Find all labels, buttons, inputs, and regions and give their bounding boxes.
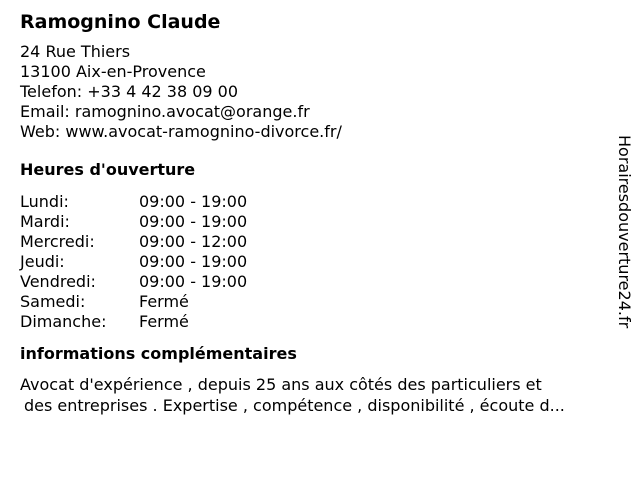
city-address: 13100 Aix-en-Provence xyxy=(20,62,206,81)
website-url[interactable]: Web: www.avocat-ramognino-divorce.fr/ xyxy=(20,122,342,141)
hours-row-monday xyxy=(20,192,610,212)
hours-day: Dimanche: xyxy=(20,312,107,331)
hours-time: 09:00 - 19:00 xyxy=(139,192,248,211)
street-address: 24 Rue Thiers xyxy=(20,42,131,61)
info-line-1: Avocat d'expérience , depuis 25 ans aux côtés des particuliers et xyxy=(20,375,542,394)
hours-day: Mardi: xyxy=(20,212,70,231)
hours-time: 09:00 - 19:00 xyxy=(139,272,248,291)
hours-row-friday xyxy=(20,272,610,292)
hours-day: Vendredi: xyxy=(20,272,96,291)
opening-hours-table xyxy=(20,192,610,332)
business-name: Ramognino Claude xyxy=(20,11,221,33)
address-block xyxy=(20,42,610,142)
additional-info-title: informations complémentaires xyxy=(20,344,297,363)
hours-row-tuesday xyxy=(20,212,610,232)
opening-hours-title: Heures d'ouverture xyxy=(20,160,196,179)
hours-time: Fermé xyxy=(139,312,189,331)
hours-day: Mercredi: xyxy=(20,232,95,251)
info-line-2: des entreprises . Expertise , compétence , disponibilité , écoute d... xyxy=(24,396,565,415)
hours-day: Jeudi: xyxy=(20,252,65,271)
business-card xyxy=(20,8,610,416)
site-watermark: Horairesdouverture24.fr xyxy=(615,135,634,329)
hours-time: Fermé xyxy=(139,292,189,311)
hours-time: 09:00 - 12:00 xyxy=(139,232,248,251)
hours-time: 09:00 - 19:00 xyxy=(139,212,248,231)
hours-time: 09:00 - 19:00 xyxy=(139,252,248,271)
hours-row-sunday xyxy=(20,312,610,332)
phone-number[interactable]: Telefon: +33 4 42 38 09 00 xyxy=(20,82,239,101)
hours-row-wednesday xyxy=(20,232,610,252)
additional-info-text xyxy=(20,374,610,416)
email-address[interactable]: Email: ramognino.avocat@orange.fr xyxy=(20,102,310,121)
hours-day: Samedi: xyxy=(20,292,86,311)
hours-row-thursday xyxy=(20,252,610,272)
hours-row-saturday xyxy=(20,292,610,312)
hours-day: Lundi: xyxy=(20,192,69,211)
